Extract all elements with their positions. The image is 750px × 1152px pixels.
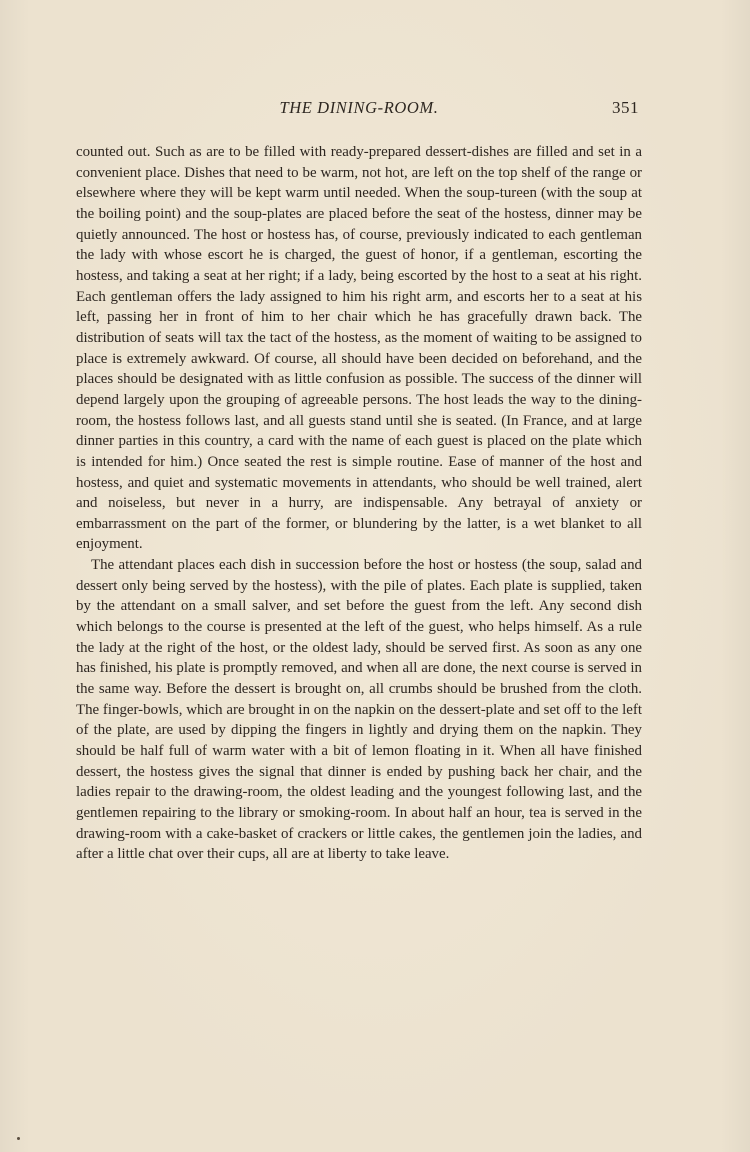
paragraph-2: The attendant places each dish in succession before the host or hostess (the soup, salad and dessert only being served by the hostess), with the pile of plates. Each plate is supplied, taken by the attendant on a small salver, and set before the guest from the left. Any second dish which belongs to the course is presented at the left of the guest, who helps himself. As a rule the lady at the right of the host, or the oldest lady, should be served first. As soon as any one has finished, his plate is promptly removed, and when all are done, the next course is served in the same way. Before the dessert is brought on, all crumbs should be brushed from the cloth. The finger-bowls, which are brought in on the napkin on the dessert-plate and set off to the left of the plate, are used by dipping the fingers in lightly and drying them on the napkin. They should be half full of warm water with a bit of lemon floating in it. When all have finished dessert, the hostess gives the signal that dinner is ended by pushing back her chair, and the ladies repair to the drawing-room, the oldest leading and the youngest following last, and the gentlemen repairing to the library or smoking-room. In about half an hour, tea is served in the drawing-room with a cake-basket of crackers or little cakes, the gentlemen join the ladies, and after a little chat over their cups, all are at liberty to take leave.: [76, 557, 642, 863]
running-head: THE DINING-ROOM.: [279, 98, 439, 117]
paragraph-1: counted out. Such as are to be filled with ready-prepared dessert-dishes are filled and set in a convenient place. Dishes that need to be warm, not hot, are left on the top shelf of the range or elsewhere where they will be kept warm until needed. When the soup-tureen (with the soup at the boiling point) and the soup-plates are placed before the seat of the hostess, dinner may be quietly announced. The host or hostess has, of course, previously indicated to each gentleman the lady with whose escort he is charged, the guest of honor, if a gentleman, escorting the hostess, and taking a seat at her right; if a lady, being escorted by the host to a seat at his right. Each gentleman offers the lady assigned to him his right arm, and escorts her to a seat at his left, passing her in front of him to her chair which he has gracefully drawn back. The distribution of seats will tax the tact of the hostess, as the moment of waiting to be assigned to place is extremely awkward. Of course, all should have been decided on beforehand, and the places should be designated with as little confusion as possible. The success of the dinner will depend largely upon the grouping of agreeable persons. The host leads the way to the dining-room, the hostess follows last, and all guests stand until she is seated. (In France, and at large dinner parties in this country, a card with the name of each guest is placed on the plate which is intended for him.) Once seated the rest is simple routine. Ease of manner of the host and hostess, and quiet and systematic movements in attendants, who should be well trained, alert and noiseless, but never in a hurry, are indispensable. Any betrayal of anxiety or embarrassment on the part of the former, or blundering by the latter, is a wet blanket to all enjoyment.: [76, 144, 642, 553]
paper-speck: [17, 1137, 20, 1140]
page-header: [76, 98, 642, 124]
body-text: [76, 142, 642, 865]
page-number: 351: [612, 98, 639, 117]
